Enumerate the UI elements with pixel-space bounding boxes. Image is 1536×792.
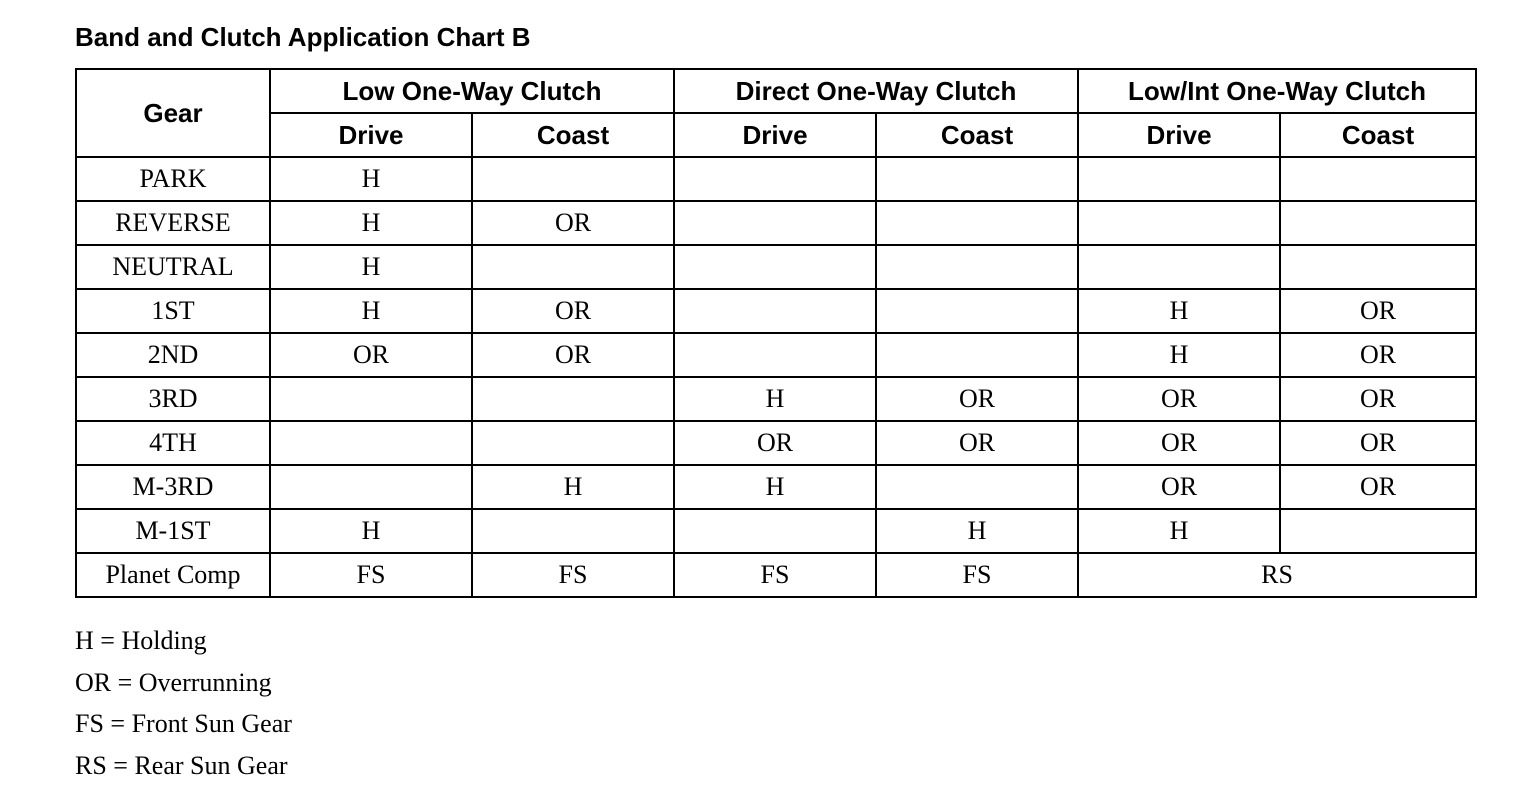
table-cell (876, 201, 1078, 245)
table-cell: OR (1280, 377, 1476, 421)
table-cell (674, 245, 876, 289)
table-row (76, 509, 1476, 553)
table-cell: H (674, 377, 876, 421)
table-cell (270, 421, 472, 465)
table-cell (1280, 509, 1476, 553)
legend-item-holding: H = Holding (75, 626, 207, 655)
gear-label: REVERSE (76, 201, 270, 245)
table-cell: FS (472, 553, 674, 597)
subheader-drive: Drive (674, 113, 876, 157)
table-row (76, 201, 1476, 245)
group-header-low-one-way-clutch: Low One-Way Clutch (270, 69, 674, 113)
table-cell: FS (270, 553, 472, 597)
table-cell: H (270, 157, 472, 201)
table-cell (1078, 245, 1280, 289)
table-cell: OR (472, 289, 674, 333)
table-cell (876, 157, 1078, 201)
gear-label: NEUTRAL (76, 245, 270, 289)
subheader-coast: Coast (1280, 113, 1476, 157)
gear-label: M-3RD (76, 465, 270, 509)
table-cell: OR (472, 333, 674, 377)
table-cell: OR (1280, 421, 1476, 465)
table-cell: H (270, 201, 472, 245)
table-cell (472, 509, 674, 553)
table-cell-merged: RS (1078, 553, 1476, 597)
table-cell: OR (1078, 421, 1280, 465)
table-cell: H (1078, 289, 1280, 333)
table-cell (1280, 245, 1476, 289)
table-cell (876, 245, 1078, 289)
subheader-coast: Coast (876, 113, 1078, 157)
table-cell (472, 421, 674, 465)
table-cell (876, 289, 1078, 333)
table-cell: OR (876, 377, 1078, 421)
gear-column-header: Gear (76, 69, 270, 157)
chart-title: Band and Clutch Application Chart B (75, 22, 531, 52)
table-cell: OR (1280, 465, 1476, 509)
table-row (76, 465, 1476, 509)
legend-item-rear-sun-gear: RS = Rear Sun Gear (75, 750, 288, 780)
table-cell: OR (876, 421, 1078, 465)
group-header-row (76, 69, 1476, 113)
table-cell: H (1078, 509, 1280, 553)
gear-label: M-1ST (76, 509, 270, 553)
table-cell: H (472, 465, 674, 509)
table-cell: OR (1078, 377, 1280, 421)
table-cell (674, 333, 876, 377)
gear-label: 2ND (76, 333, 270, 377)
table-cell: OR (1078, 465, 1280, 509)
table-cell (270, 465, 472, 509)
legend-item-overrunning: OR = Overrunning (75, 667, 272, 697)
table-row-planet-comp (76, 553, 1476, 597)
table-cell: H (876, 509, 1078, 553)
table-cell (674, 201, 876, 245)
table-row (76, 245, 1476, 289)
table-cell: FS (674, 553, 876, 597)
gear-label: Planet Comp (76, 553, 270, 597)
table-cell (876, 333, 1078, 377)
table-cell (270, 377, 472, 421)
subheader-row (76, 113, 1476, 157)
table-cell (674, 289, 876, 333)
table-row (76, 333, 1476, 377)
table-row (76, 289, 1476, 333)
table-cell (472, 377, 674, 421)
group-header-direct-one-way-clutch: Direct One-Way Clutch (674, 69, 1078, 113)
gear-label: 1ST (76, 289, 270, 333)
legend (75, 620, 292, 786)
table-cell (876, 465, 1078, 509)
table-cell: H (270, 509, 472, 553)
subheader-coast: Coast (472, 113, 674, 157)
table-cell: OR (270, 333, 472, 377)
subheader-drive: Drive (270, 113, 472, 157)
table-cell (674, 157, 876, 201)
gear-label: 4TH (76, 421, 270, 465)
table-cell (1280, 157, 1476, 201)
table-cell (1280, 201, 1476, 245)
table-cell: OR (1280, 289, 1476, 333)
subheader-drive: Drive (1078, 113, 1280, 157)
table-cell: OR (1280, 333, 1476, 377)
table-cell: H (270, 289, 472, 333)
table-row (76, 421, 1476, 465)
table-row (76, 157, 1476, 201)
table-cell: H (270, 245, 472, 289)
legend-item-front-sun-gear: FS = Front Sun Gear (75, 709, 292, 738)
group-header-low-int-one-way-clutch: Low/Int One-Way Clutch (1078, 69, 1476, 113)
band-clutch-application-table (75, 68, 1477, 598)
table-cell: FS (876, 553, 1078, 597)
table-cell: H (1078, 333, 1280, 377)
table-cell (1078, 201, 1280, 245)
gear-label: 3RD (76, 377, 270, 421)
table-cell (472, 157, 674, 201)
table-cell (1078, 157, 1280, 201)
table-row (76, 377, 1476, 421)
table-cell (472, 245, 674, 289)
gear-label: PARK (76, 157, 270, 201)
table-cell: OR (674, 421, 876, 465)
table-cell: OR (472, 201, 674, 245)
table-cell (674, 509, 876, 553)
table-cell: H (674, 465, 876, 509)
